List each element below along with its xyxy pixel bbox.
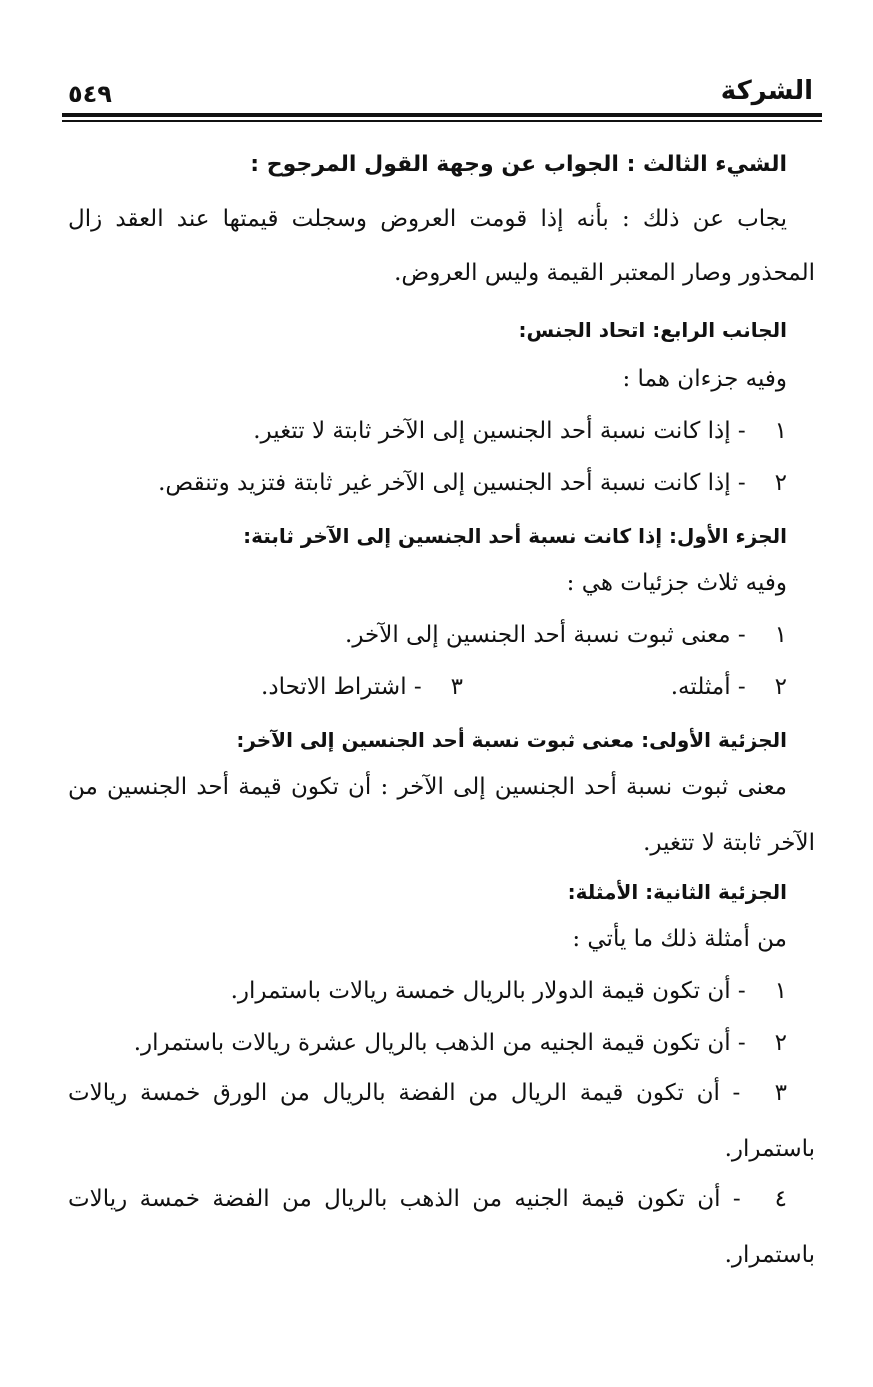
list-item-text: - أن تكون قيمة الجنيه من الذهب بالريال من الفضة خمسة ريالات bbox=[68, 1186, 741, 1212]
list-item bbox=[68, 1186, 787, 1212]
list-number: ٢ bbox=[774, 1030, 787, 1056]
section-heading-first-subpart: الجزئية الأولى: معنى ثبوت نسبة أحد الجنسين إلى الآخر: bbox=[236, 728, 787, 752]
list-number: ١ bbox=[774, 622, 787, 648]
paragraph-line: يجاب عن ذلك : بأنه إذا قومت العروض وسجلت قيمتها عند العقد زال bbox=[68, 206, 787, 232]
paragraph-line: معنى ثبوت نسبة أحد الجنسين إلى الآخر : أن تكون قيمة أحد الجنسين من bbox=[68, 774, 787, 800]
page-number: ٥٤٩ bbox=[68, 80, 112, 108]
list-item bbox=[671, 674, 787, 700]
list-number: ٢ bbox=[774, 674, 787, 700]
list-number: ١ bbox=[774, 978, 787, 1004]
list-item bbox=[134, 1030, 787, 1056]
paragraph-line: من أمثلة ذلك ما يأتي : bbox=[572, 926, 787, 952]
list-item bbox=[253, 418, 787, 444]
list-item bbox=[68, 1080, 787, 1106]
list-item bbox=[345, 622, 787, 648]
paragraph-line: باستمرار. bbox=[724, 1136, 815, 1162]
list-item-text: - أمثلته. bbox=[670, 674, 746, 700]
list-item bbox=[158, 470, 787, 496]
paragraph-line: وفيه ثلاث جزئيات هي : bbox=[566, 570, 787, 596]
paragraph-line: باستمرار. bbox=[724, 1242, 815, 1268]
section-heading-fourth-aspect: الجانب الرابع: اتحاد الجنس: bbox=[518, 318, 787, 342]
section-heading-second-subpart: الجزئية الثانية: الأمثلة: bbox=[567, 880, 787, 904]
list-item-text: - أن تكون قيمة الجنيه من الذهب بالريال عشرة ريالات باستمرار. bbox=[133, 1030, 746, 1056]
list-item-text: - إذا كانت نسبة أحد الجنسين إلى الآخر غير ثابتة فتزيد وتنقص. bbox=[158, 470, 746, 496]
list-item bbox=[261, 674, 463, 700]
header-rule-thick bbox=[62, 113, 822, 117]
list-number: ٣ bbox=[774, 1080, 787, 1106]
list-number: ١ bbox=[774, 418, 787, 444]
list-item-text: - أن تكون قيمة الدولار بالريال خمسة ريالات باستمرار. bbox=[230, 978, 746, 1004]
section-heading-third-point: الشيء الثالث : الجواب عن وجهة القول المرجوح : bbox=[250, 152, 787, 177]
paragraph-line: المحذور وصار المعتبر القيمة وليس العروض. bbox=[394, 260, 815, 286]
list-item-text: - أن تكون قيمة الريال من الفضة بالريال من الورق خمسة ريالات bbox=[68, 1080, 741, 1106]
paragraph-line: الآخر ثابتة لا تتغير. bbox=[643, 830, 815, 856]
paragraph-line: وفيه جزءان هما : bbox=[622, 366, 787, 392]
list-item-text: - اشتراط الاتحاد. bbox=[261, 674, 422, 700]
header-rule-thin bbox=[62, 120, 822, 122]
list-number: ٤ bbox=[774, 1186, 787, 1212]
running-header-title: الشركة bbox=[720, 76, 813, 106]
list-number: ٣ bbox=[450, 674, 463, 700]
list-item-text: - معنى ثبوت نسبة أحد الجنسين إلى الآخر. bbox=[345, 622, 746, 648]
list-item bbox=[231, 978, 787, 1004]
list-item-text: - إذا كانت نسبة أحد الجنسين إلى الآخر ثابتة لا تتغير. bbox=[253, 418, 746, 444]
list-number: ٢ bbox=[774, 470, 787, 496]
section-heading-part-one: الجزء الأول: إذا كانت نسبة أحد الجنسين إلى الآخر ثابتة: bbox=[243, 524, 787, 548]
